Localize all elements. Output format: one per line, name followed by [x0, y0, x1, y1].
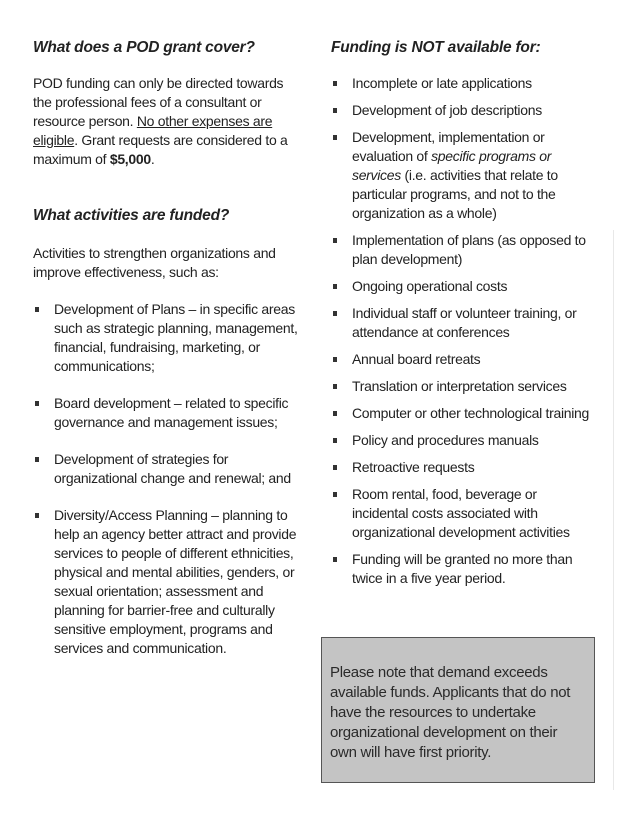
section-heading-not-available: Funding is NOT available for:: [331, 39, 541, 56]
bullet-icon: [333, 465, 337, 470]
list-item: Funding will be granted no more than twice in a five year period.: [331, 550, 593, 588]
list-item: Ongoing operational costs: [331, 277, 593, 296]
list-item: Computer or other technological training: [331, 404, 593, 423]
funded-activities-list: [33, 300, 301, 658]
list-item: Development, implementation or evaluation of specific programs or services (i.e. activities that relate to particular programs, and not to the organization as a whole): [331, 128, 593, 223]
section-heading-grant-cover: What does a POD grant cover?: [33, 39, 255, 56]
list-item: Development of Plans – in specific areas such as strategic planning, management, financial, fundraising, marketing, or communications;: [33, 300, 301, 376]
priority-note-text: Please note that demand exceeds available funds. Applicants that do not have the resources to undertake organizational development on their own will have first priority.: [330, 664, 571, 761]
list-item: Incomplete or late applications: [331, 74, 593, 93]
left-column: [33, 0, 301, 676]
list-item: Implementation of plans (as opposed to plan development): [331, 231, 593, 269]
max-amount: $5,000: [109, 151, 151, 167]
list-item: Policy and procedures manuals: [331, 431, 593, 450]
list-item: Individual staff or volunteer training, or attendance at conferences: [331, 304, 593, 342]
bullet-icon: [333, 357, 337, 362]
list-item: Board development – related to specific governance and management issues;: [33, 394, 301, 432]
bullet-icon: [333, 492, 337, 497]
section-heading-activities-funded: What activities are funded?: [33, 207, 230, 224]
list-item: Development of strategies for organizational change and renewal; and: [33, 450, 301, 488]
activities-intro: Activities to strengthen organizations and improve effectiveness, such as:: [33, 245, 276, 280]
list-item: Development of job descriptions: [331, 101, 593, 120]
list-item: Translation or interpretation services: [331, 377, 593, 396]
bullet-icon: [333, 284, 337, 289]
bullet-icon: [35, 457, 39, 462]
bullet-icon: [35, 513, 39, 518]
list-item: Room rental, food, beverage or incidental costs associated with organizational development activities: [331, 485, 593, 542]
list-item: Retroactive requests: [331, 458, 593, 477]
bullet-icon: [333, 108, 337, 113]
bullet-icon: [35, 307, 39, 312]
grant-cover-paragraph: POD funding can only be directed towards the professional fees of a consultant or resource person. No other expenses are eligible. Grant requests are considered to a maximum of $5,000.: [33, 75, 288, 167]
bullet-icon: [333, 384, 337, 389]
bullet-icon: [333, 81, 337, 86]
right-column: [331, 0, 593, 596]
bullet-icon: [333, 135, 337, 140]
page-edge-line: [613, 230, 614, 790]
not-funded-list: [331, 74, 593, 588]
bullet-icon: [333, 411, 337, 416]
bullet-icon: [35, 401, 39, 406]
bullet-icon: [333, 438, 337, 443]
list-item: Diversity/Access Planning – planning to help an agency better attract and provide services to people of different ethnicities, physical and mental abilities, genders, or sexual orientation; assessment and planning for barrier-free and culturally sensitive employment, programs and services and communication.: [33, 506, 301, 658]
priority-note-box: [321, 637, 595, 783]
bullet-icon: [333, 311, 337, 316]
list-item: Annual board retreats: [331, 350, 593, 369]
bullet-icon: [333, 238, 337, 243]
bullet-icon: [333, 557, 337, 562]
no-other-expenses-text: No other expenses are eligible: [33, 113, 273, 148]
